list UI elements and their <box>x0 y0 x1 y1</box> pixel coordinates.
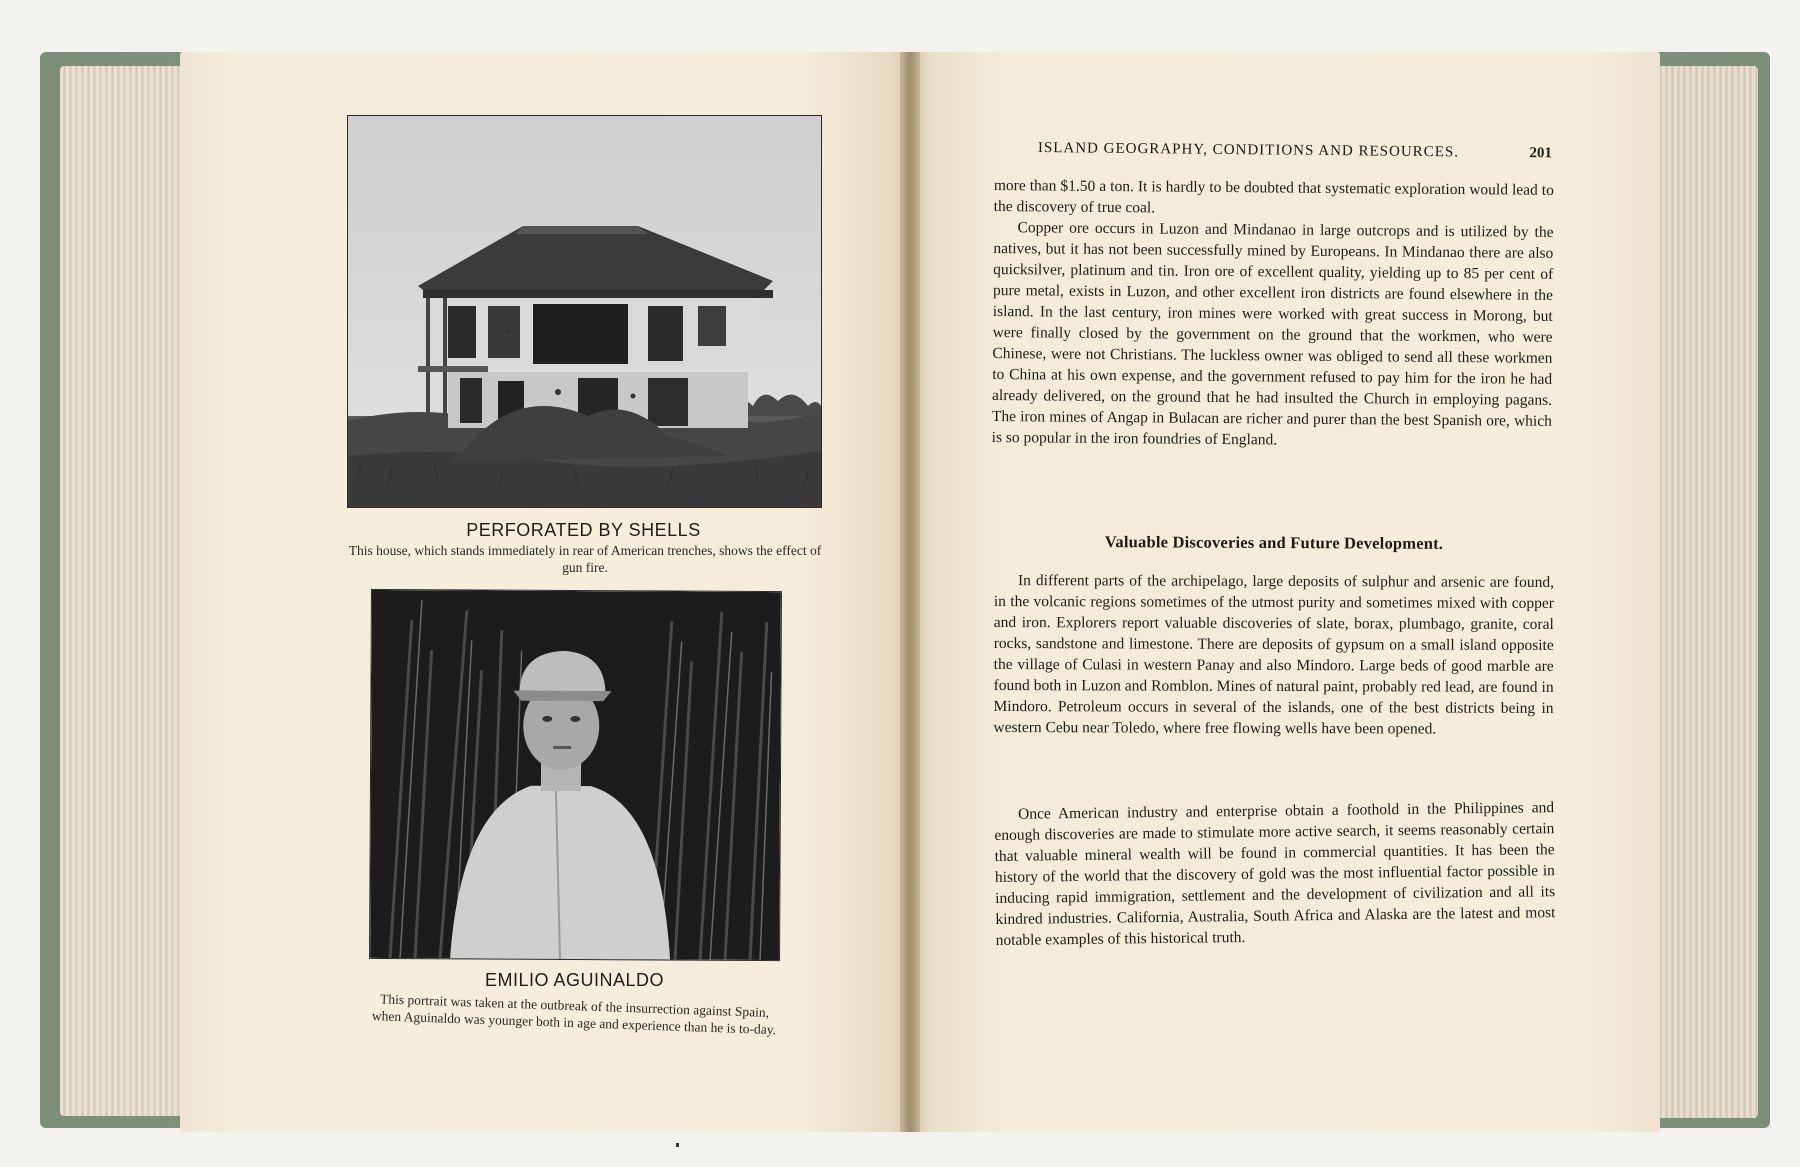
portrait-photo-caption: This portrait was taken at the outbreak of the insurrection against Spain, when Aguinaldo was younger both in age and experience than he is to-day. <box>371 991 777 1038</box>
body-text-top <box>992 175 1554 453</box>
running-head-title: ISLAND GEOGRAPHY, CONDITIONS AND RESOURCES. <box>1037 140 1460 161</box>
portrait-photo <box>369 589 782 961</box>
body-text-bottom <box>994 797 1556 951</box>
book-gutter <box>900 52 920 1132</box>
body-text-middle <box>993 570 1554 740</box>
paragraph-copper-iron: Copper ore occurs in Luzon and Mindanao in large outcrops and is utilized by the natives, but it has not been successfully mined by Europeans. In Mindanao there are also quicksilver, platinum and tin. Iron ore of excellent quality, yielding up to 85 per cent of pure metal, exists in Luzon, and other excellent iron districts are found elsewhere in the island. In the last century, iron mines were worked with great success in Morong, but were finally closed by the government on the ground that the workmen, who were Chinese, were not Christians. The luckless owner was obliged to send all these workmen to China at his own expense, and the government refused to pay him for the iron he had already delivered, on the ground that he had insulted the Church in employing pagans. The iron mines of Angap in Bulacan are richer and purer than the best Spanish ore, which is so popular in the iron foundries of England. <box>991 219 1554 449</box>
page-edges-left <box>60 66 188 1116</box>
house-photo-caption: This house, which stands immediately in rear of American trenches, shows the effect of gun fire. <box>348 543 822 575</box>
section-heading: Valuable Discoveries and Future Development. <box>1104 532 1444 553</box>
paragraph-deposits: In different parts of the archipelago, large deposits of sulphur and arsenic are found, in the volcanic regions sometimes of the utmost purity and sometimes mixed with copper and iron. Explorers report valuable discoveries of slate, borax, plumbago, granite, coral rocks, sandstone and limestone. There are deposits of gypsum on a small island opposite the village of Culasi in western Panay and also Mindoro. Large beds of good marble are found both in Luzon and Romblon. Mines of natural paint, probably red lead, are found in Mindoro. Petroleum occurs in several of the islands, one of the best districts being in western Cebu near Toledo, where free flowing wells have been opened. <box>993 572 1554 738</box>
paragraph-american-industry: Once American industry and enterprise obtain a foothold in the Philippines and enough discoveries are made to stimulate more active search, it seems reasonably certain that valuable mineral wealth will be found in commercial quantities. It has been the history of the world that the discovery of gold was the most influential factor possible in inducing rapid immigration, settlement and the development of civilization and all its kindred industries. California, Australia, South Africa and Alaska are the latest and most notable examples of this historical truth. <box>994 799 1556 949</box>
house-photo-image <box>348 116 821 507</box>
page-number: 201 <box>1529 145 1552 162</box>
portrait-photo-title: EMILIO AGUINALDO <box>484 970 665 990</box>
house-photo-title: PERFORATED BY SHELLS <box>466 520 701 540</box>
portrait-photo-image <box>370 590 781 960</box>
page-edges-right <box>1650 66 1758 1118</box>
house-photo <box>347 115 822 508</box>
page-mark <box>676 1143 679 1147</box>
paragraph-coal: more than $1.50 a ton. It is hardly to be doubted that systematic exploration would lead to the discovery of true coal. <box>993 176 1554 217</box>
